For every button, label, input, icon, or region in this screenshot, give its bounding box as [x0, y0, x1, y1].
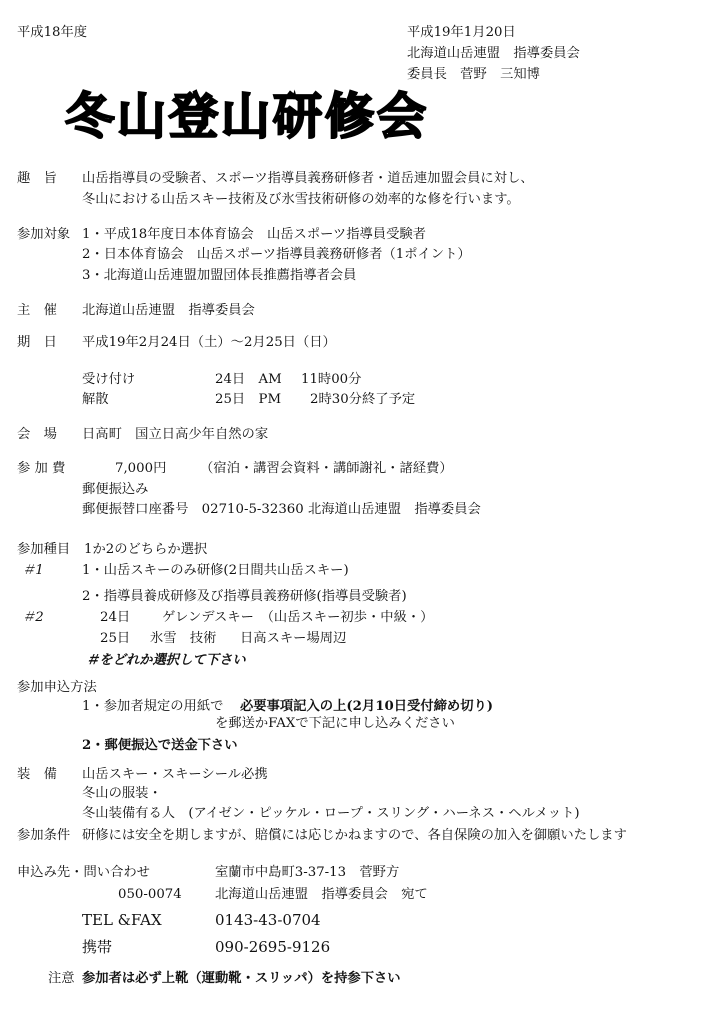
tel-fax-label: TEL &FAX	[82, 911, 162, 929]
option-1: 1・山岳スキーのみ研修(2日間共山岳スキー)	[82, 563, 349, 578]
fee-amount: 7,000円	[115, 461, 167, 476]
dismissal-label: 解散	[82, 392, 109, 407]
application-line-1a: 1・参加者規定の用紙で	[82, 699, 224, 714]
day-2-location: 日高スキー場周辺	[240, 631, 347, 646]
organizer-value: 北海道山岳連盟 指導委員会	[82, 303, 255, 318]
option-2: 2・指導員養成研修及び指導員義務研修(指導員受験者)	[82, 589, 407, 604]
contact-postal-code: 050-0074	[118, 887, 182, 902]
dismissal-time: 2時30分終了予定	[310, 392, 416, 407]
venue-label: 会 場	[17, 427, 57, 442]
conditions-label: 参加条件	[17, 828, 71, 843]
purpose-label: 趣 旨	[17, 171, 57, 186]
venue-value: 日高町 国立日高少年自然の家	[82, 427, 269, 442]
fee-method: 郵便振込み	[82, 482, 149, 497]
conditions-value: 研修には安全を期しますが、賠償には応じかねますので、各自保険の加入を御願いたします	[82, 828, 627, 843]
fee-label: 参 加 費	[17, 461, 66, 476]
organizer-label: 主 催	[17, 303, 57, 318]
purpose-line-1: 山岳指導員の受験者、スポーツ指導員義務研修者・道岳連加盟会員に対し、	[82, 171, 534, 186]
equipment-item-2: 冬山の服装・	[82, 786, 162, 801]
target-item-2: 2・日本体育協会 山岳スポーツ指導員義務研修者（1ポイント）	[82, 247, 471, 262]
category-note: ＃をどれか選択して下さい	[86, 653, 246, 668]
page-title: 冬山登山研修会	[65, 88, 430, 145]
day-1-date: 24日	[100, 610, 131, 625]
category-label: 参加種目	[17, 542, 71, 557]
fee-account: 郵便振替口座番号 02710-5-32360 北海道山岳連盟 指導委員会	[82, 502, 481, 517]
mobile-number: 090-2695-9126	[215, 938, 331, 956]
equipment-item-1: 山岳スキー・スキーシール必携	[82, 767, 268, 782]
equipment-label: 装 備	[17, 767, 57, 782]
issue-date: 平成19年1月20日	[407, 25, 516, 40]
option-1-mark: ＃1	[22, 563, 44, 578]
reception-label: 受け付け	[82, 372, 136, 387]
application-line-2: 2・郵便振込で送金下さい	[82, 738, 238, 753]
reception-time: 11時00分	[301, 372, 362, 387]
contact-label: 申込み先・問い合わせ	[17, 865, 150, 880]
tel-fax-number: 0143-43-0704	[215, 911, 321, 929]
application-label: 参加申込方法	[17, 680, 97, 695]
contact-address: 室蘭市中島町3-37-13 菅野方	[215, 865, 400, 880]
option-2-mark: ＃2	[22, 610, 44, 625]
reception-day: 24日 AM	[215, 372, 282, 387]
notice-label: 注意	[48, 971, 75, 986]
equipment-item-3: 冬山装備有る人 (アイゼン・ピッケル・ロープ・スリング・ハーネス・ヘルメット)	[82, 806, 580, 821]
committee-chair: 委員長 菅野 三知博	[407, 67, 540, 82]
day-1-activity: ゲレンデスキー （山岳スキー初歩・中級・）	[162, 610, 434, 625]
purpose-line-2: 冬山における山岳スキー技術及び氷雪技術研修の効率的な修を行います。	[82, 192, 520, 207]
fee-note: （宿泊・講習会資料・講師謝礼・諸経費）	[200, 461, 453, 476]
day-2-date: 25日	[100, 631, 131, 646]
targets-label: 参加対象	[17, 227, 71, 242]
application-line-1c: を郵送かFAXで下記に申し込みください	[215, 716, 455, 731]
target-item-3: 3・北海道山岳連盟加盟団体長推薦指導者会員	[82, 268, 357, 283]
target-item-1: 1・平成18年度日本体育協会 山岳スポーツ指導員受験者	[82, 227, 426, 242]
day-2-activity: 氷雪 技術	[150, 631, 217, 646]
mobile-label: 携帯	[82, 938, 113, 956]
dismissal-day: 25日 PM	[215, 392, 282, 407]
contact-addressee: 北海道山岳連盟 指導委員会 宛て	[215, 887, 428, 902]
fiscal-year: 平成18年度	[17, 25, 88, 40]
period-value: 平成19年2月24日（土）～2月25日（日）	[82, 335, 336, 350]
period-label: 期 日	[17, 335, 57, 350]
category-intro: 1か2のどちらか選択	[84, 542, 208, 557]
notice-value: 参加者は必ず上靴（運動靴・スリッパ）を持参下さい	[82, 971, 401, 986]
issuing-organization: 北海道山岳連盟 指導委員会	[407, 46, 580, 61]
application-line-1b: 必要事項記入の上(2月10日受付締め切り)	[240, 699, 494, 714]
